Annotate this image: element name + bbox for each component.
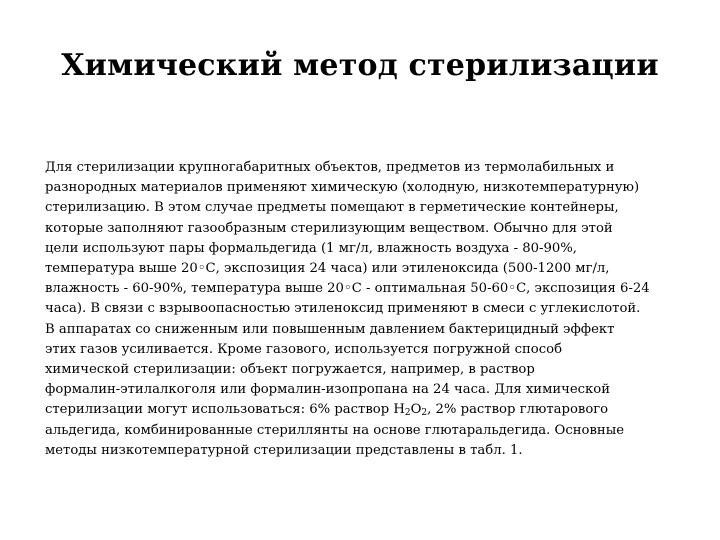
text-line-8: часа). В связи с взрывоопасностью этиленоксид применяют в смеси с углекислотой. xyxy=(45,301,641,317)
text-line-7: влажность - 60-90%, температура выше 20◦С - оптимальная 50-60◦С, экспозиция 6-24 xyxy=(45,281,650,297)
line13-before: стерилизации могут использоваться: 6% раствор H xyxy=(45,402,405,418)
text-line-2: разнородных материалов применяют химическую (холодную, низкотемпературную) xyxy=(45,180,640,196)
body-paragraph xyxy=(45,158,685,461)
text-line-5: цели используют пары формальдегида (1 мг/л, влажность воздуха - 80-90%, xyxy=(45,240,577,256)
text-line-13 xyxy=(45,400,685,420)
subscript-2: 2 xyxy=(421,408,428,419)
text-line-11: химической стерилизации: объект погружается, например, в раствор xyxy=(45,362,535,378)
subscript-2: 2 xyxy=(404,408,411,419)
text-line-10: этих газов усиливается. Кроме газового, используется погружной способ xyxy=(45,341,563,357)
text-line-1: Для стерилизации крупногабаритных объектов, предметов из термолабильных и xyxy=(45,160,615,175)
text-line-12: формалин-этилалкоголя или формалин-изопропана на 24 часа. Для химической xyxy=(45,382,611,398)
text-line-6: температура выше 20◦С, экспозиция 24 часа) или этиленоксида (500-1200 мг/л, xyxy=(45,261,610,277)
slide-title: Химический метод стерилизации xyxy=(61,48,659,83)
text-line-3: стерилизацию. В этом случае предметы помещают в герметические контейнеры, xyxy=(45,200,619,216)
text-line-14: альдегида, комбинированные стериллянты на основе глютаральдегида. Основные xyxy=(45,422,624,438)
text-line-9: В аппаратах со сниженным или повышенным давлением бактерицидный эффект xyxy=(45,321,615,337)
text-line-15: методы низкотемпературной стерилизации представлены в табл. 1. xyxy=(45,442,523,458)
line13-mid: O xyxy=(410,402,422,418)
line13-after: , 2% раствор глютарового xyxy=(427,402,609,418)
text-line-4: которые заполняют газообразным стерилизующим веществом. Обычно для этой xyxy=(45,220,613,236)
